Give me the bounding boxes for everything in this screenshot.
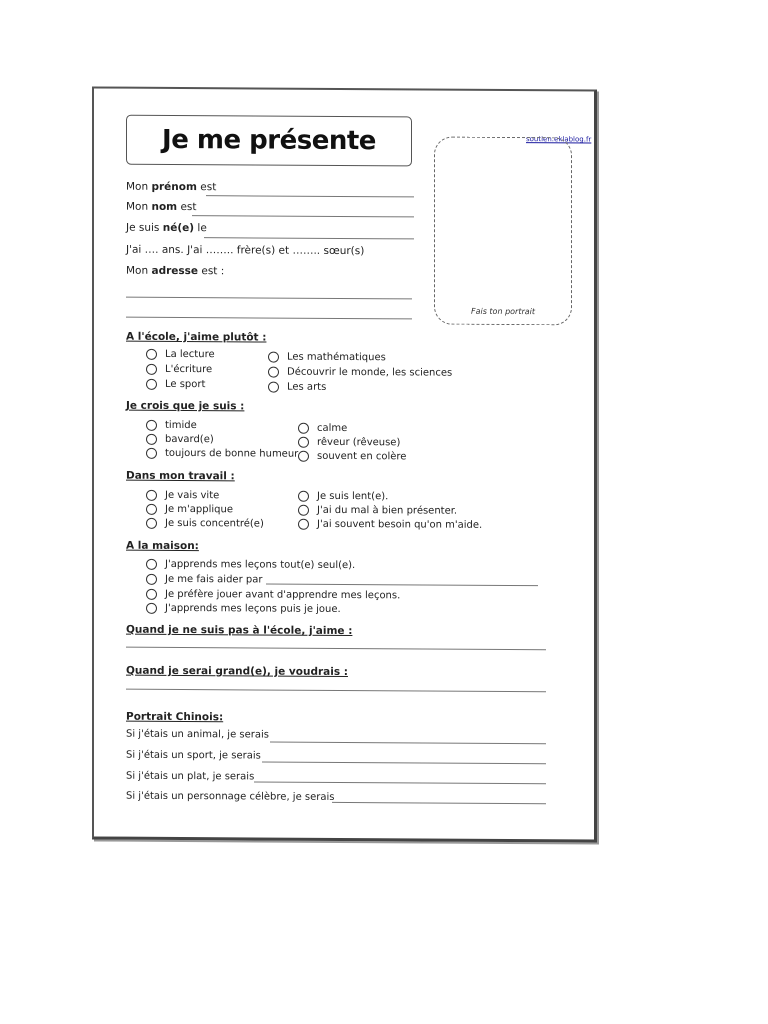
character-option[interactable] <box>298 451 406 463</box>
option-label: bavard(e) <box>165 433 214 446</box>
home-question: A la maison: <box>126 539 199 553</box>
address-line-1[interactable] <box>126 297 412 300</box>
nom-label <box>126 201 197 213</box>
radio-icon[interactable] <box>146 559 157 570</box>
character-option[interactable] <box>146 448 298 460</box>
portrait-caption: Fais ton portrait <box>470 306 536 317</box>
character-option[interactable] <box>146 420 197 431</box>
work-option[interactable] <box>146 490 219 501</box>
option-label: Je me fais aider par <box>165 573 263 586</box>
option-label: Découvrir le monde, les sciences <box>287 366 453 379</box>
blog-link[interactable]: soutien.eklablog.fr <box>526 135 592 144</box>
radio-icon[interactable] <box>298 437 309 448</box>
portrait-frame <box>434 137 572 326</box>
radio-icon[interactable] <box>146 518 157 529</box>
option-label: L'écriture <box>165 363 213 376</box>
age-siblings-label: J'ai …. ans. J'ai …….. frère(s) et …….. sœur(s) <box>126 243 365 258</box>
address-label-a: Mon <box>126 264 152 277</box>
page-title: Je me présente <box>162 124 376 157</box>
home-option[interactable] <box>146 559 355 571</box>
address-line-2[interactable] <box>126 317 412 320</box>
work-option[interactable] <box>146 518 264 530</box>
animal-answer-line[interactable] <box>270 742 546 745</box>
character-option[interactable] <box>146 434 214 445</box>
option-label: Je vais vite <box>165 489 220 502</box>
work-option[interactable] <box>298 505 457 517</box>
celebrity-answer-line[interactable] <box>332 802 546 804</box>
school-option[interactable] <box>268 367 452 379</box>
school-option[interactable] <box>146 379 205 390</box>
chinese-item-celebrity: Si j'étais un personnage célèbre, je serais <box>126 790 335 803</box>
nom-label-a: Mon <box>126 200 152 213</box>
radio-icon[interactable] <box>298 491 309 502</box>
school-option[interactable] <box>146 364 212 375</box>
school-question: A l'école, j'aime plutôt : <box>126 330 267 344</box>
work-question: Dans mon travail : <box>126 469 235 483</box>
nom-field[interactable] <box>192 215 414 217</box>
option-label: Je suis concentré(e) <box>165 517 264 530</box>
prenom-label-c: est <box>196 181 217 194</box>
address-label-c: est : <box>198 265 225 278</box>
option-label: Le sport <box>165 378 206 391</box>
prenom-label-b: prénom <box>151 180 197 194</box>
radio-icon[interactable] <box>146 420 157 431</box>
option-label: J'apprends mes leçons tout(e) seul(e). <box>165 558 356 572</box>
character-option[interactable] <box>298 437 400 449</box>
birth-label <box>126 222 207 234</box>
worksheet-page <box>92 86 597 842</box>
radio-icon[interactable] <box>298 519 309 530</box>
home-option[interactable] <box>146 589 400 602</box>
radio-icon[interactable] <box>268 352 279 363</box>
option-label: Les mathématiques <box>287 351 386 364</box>
birth-field[interactable] <box>204 237 414 239</box>
school-option[interactable] <box>268 382 326 393</box>
radio-icon[interactable] <box>146 589 157 600</box>
dish-answer-line[interactable] <box>254 781 546 784</box>
option-label: La lecture <box>165 348 215 361</box>
outside-answer-line[interactable] <box>126 647 546 651</box>
work-option[interactable] <box>298 519 482 531</box>
option-label: rêveur (rêveuse) <box>317 436 401 449</box>
work-option[interactable] <box>298 491 388 503</box>
radio-icon[interactable] <box>146 434 157 445</box>
address-label <box>126 265 224 278</box>
option-label: toujours de bonne humeur <box>165 447 299 460</box>
option-label: J'ai du mal à bien présenter. <box>317 504 458 517</box>
birth-label-b: né(e) <box>162 221 195 235</box>
home-option[interactable] <box>146 574 262 586</box>
radio-icon[interactable] <box>146 574 157 585</box>
radio-icon[interactable] <box>146 603 157 614</box>
school-option[interactable] <box>146 349 215 360</box>
radio-icon[interactable] <box>146 364 157 375</box>
work-option[interactable] <box>146 504 233 516</box>
outside-question: Quand je ne suis pas à l'école, j'aime : <box>126 623 353 638</box>
option-label: J'apprends mes leçons puis je joue. <box>165 602 341 615</box>
option-label: J'ai souvent besoin qu'on m'aide. <box>317 518 483 531</box>
birth-label-a: Je suis <box>126 221 163 234</box>
radio-icon[interactable] <box>268 382 279 393</box>
future-answer-line[interactable] <box>126 689 546 693</box>
radio-icon[interactable] <box>298 423 309 434</box>
option-label: timide <box>165 419 197 432</box>
prenom-label <box>126 181 216 194</box>
chinese-item-sport: Si j'étais un sport, je serais <box>126 749 261 762</box>
address-label-b: adresse <box>151 264 199 278</box>
radio-icon[interactable] <box>298 451 309 462</box>
radio-icon[interactable] <box>146 349 157 360</box>
helper-field[interactable] <box>266 584 538 587</box>
school-option[interactable] <box>268 352 386 364</box>
birth-label-c: le <box>194 222 207 235</box>
sport-answer-line[interactable] <box>262 761 546 764</box>
radio-icon[interactable] <box>268 367 279 378</box>
nom-label-b: nom <box>151 200 178 213</box>
chinese-item-animal: Si j'étais un animal, je serais <box>126 728 270 741</box>
nom-label-c: est <box>177 200 197 214</box>
radio-icon[interactable] <box>298 505 309 516</box>
option-label: Je suis lent(e). <box>317 490 389 503</box>
chinese-item-dish: Si j'étais un plat, je serais <box>126 770 255 783</box>
radio-icon[interactable] <box>146 448 157 459</box>
option-label: Les arts <box>287 381 327 393</box>
chinese-portrait-question: Portrait Chinois: <box>126 710 224 724</box>
title-box <box>126 115 412 167</box>
option-label: Je préfère jouer avant d'apprendre mes leçons. <box>165 588 401 602</box>
prenom-label-a: Mon <box>126 180 152 193</box>
option-label: Je m'applique <box>165 503 233 516</box>
home-option[interactable] <box>146 603 341 615</box>
radio-icon[interactable] <box>146 504 157 515</box>
character-option[interactable] <box>298 423 347 434</box>
option-label: calme <box>317 422 348 435</box>
character-question: Je crois que je suis : <box>126 399 245 413</box>
prenom-field[interactable] <box>206 195 414 197</box>
future-question: Quand je serai grand(e), je voudrais : <box>126 664 348 679</box>
radio-icon[interactable] <box>146 379 157 390</box>
option-label: souvent en colère <box>317 450 407 463</box>
radio-icon[interactable] <box>146 490 157 501</box>
